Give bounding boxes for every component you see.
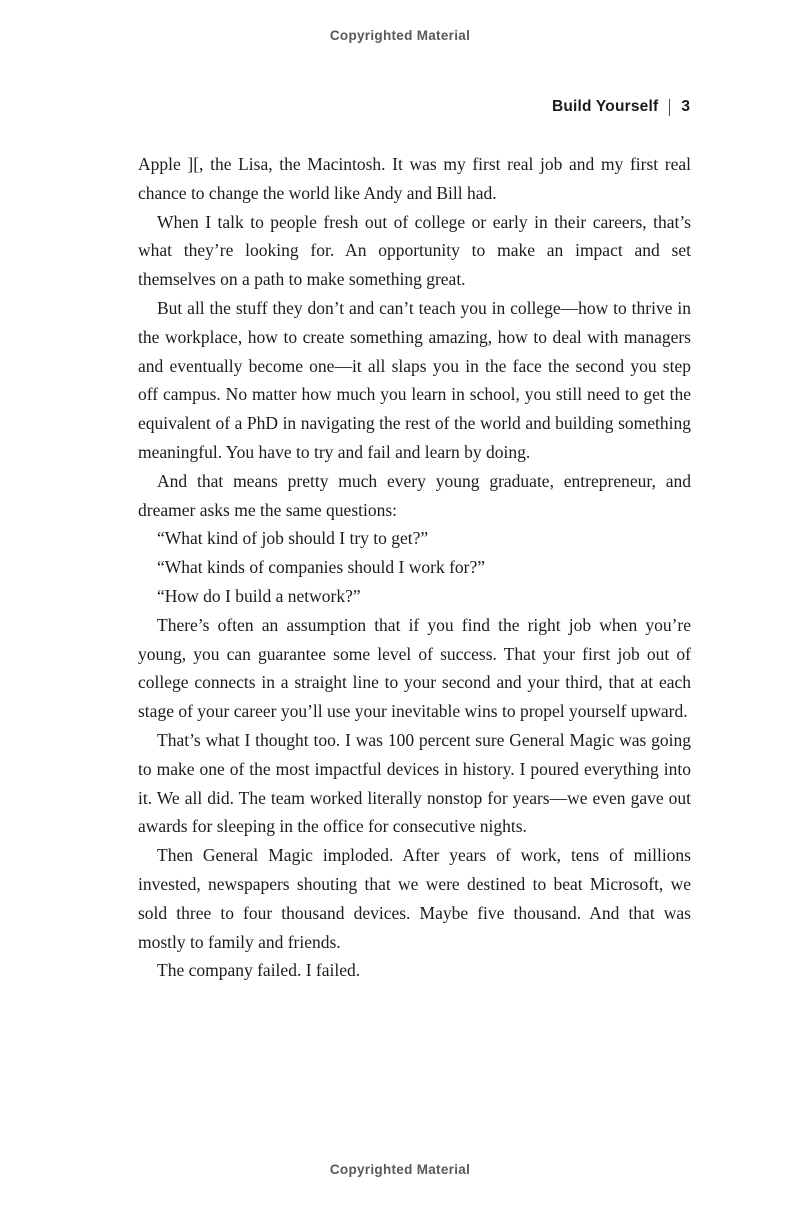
chapter-title: Build Yourself xyxy=(551,98,659,115)
copyright-notice-bottom: Copyrighted Material xyxy=(329,1162,471,1177)
paragraph: But all the stuff they don’t and can’t teach you in college—how to thrive in the workplace, how to create something amazing, how to deal with managers and eventually become one—it all slaps you in the face the second you step off campus. No matter how much you learn in school, you still need to get the equivalent of a PhD in navigating the rest of the world and building something meaningful. You have to try and fail and learn by doing. xyxy=(138,297,691,462)
copyright-notice-top: Copyrighted Material xyxy=(329,28,471,43)
paragraph: There’s often an assumption that if you find the right job when you’re young, you can guarantee some level of success. That your first job out of college connects in a straight line to your second and your third, that at each stage of your career you’ll use your inevitable wins to propel yourself upward. xyxy=(138,614,691,722)
header-divider xyxy=(669,99,670,116)
page-number: 3 xyxy=(681,98,690,115)
paragraph: “How do I build a network?” xyxy=(157,585,361,606)
paragraph: “What kind of job should I try to get?” xyxy=(157,528,429,549)
paragraph: When I talk to people fresh out of college or early in their careers, that’s what they’re looking for. An opportunity to make an impact and set themselves on a path to make something great. xyxy=(138,211,691,290)
running-header xyxy=(552,98,690,116)
paragraph: “What kinds of companies should I work for?” xyxy=(157,557,486,578)
paragraph: And that means pretty much every young graduate, entrepreneur, and dreamer asks me the same questions: xyxy=(138,470,691,520)
body-text xyxy=(138,150,691,985)
paragraph: The company failed. I failed. xyxy=(157,960,361,981)
paragraph: Then General Magic imploded. After years of work, tens of millions invested, newspapers shouting that we were destined to beat Microsoft, we sold three to four thousand devices. Maybe five thousand. And that was mostly to family and friends. xyxy=(138,845,691,952)
paragraph: Apple ][, the Lisa, the Macintosh. It was my first real job and my first real chance to change the world like Andy and Bill had. xyxy=(138,154,691,203)
paragraph: That’s what I thought too. I was 100 percent sure General Magic was going to make one of the most impactful devices in history. I poured everything into it. We all did. The team worked literally nonstop for years—we even gave out awards for sleeping in the office for consecutive nights. xyxy=(138,729,691,837)
